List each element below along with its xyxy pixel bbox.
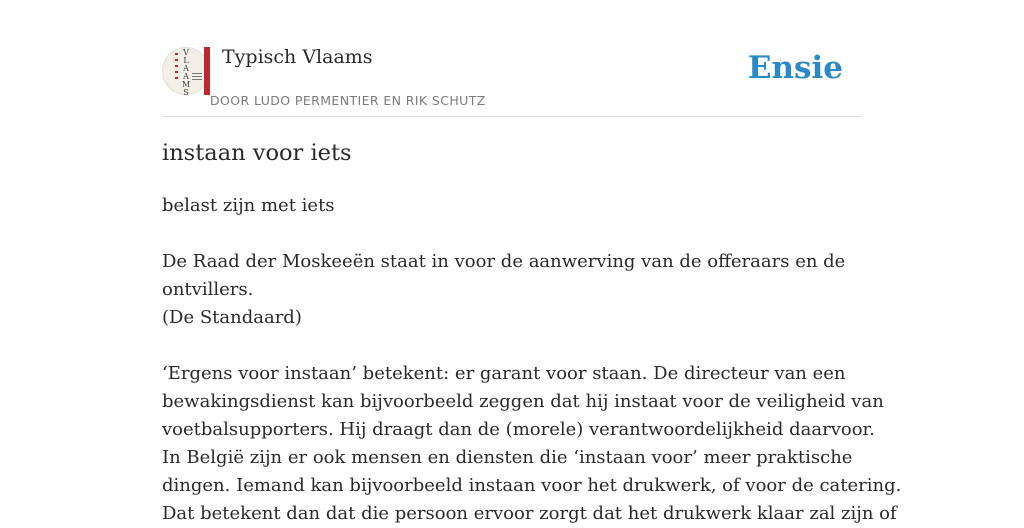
example-source: (De Standaard) xyxy=(162,307,302,328)
explanation-line: Dat betekent dan dat die persoon ervoor zorgt dat het drukwerk klaar zal zijn of xyxy=(162,503,897,524)
definition-text: belast zijn met iets xyxy=(162,195,335,216)
entry-body xyxy=(162,192,902,528)
paragraph-gap xyxy=(162,332,862,360)
logo-red-edge xyxy=(204,47,210,95)
explanation-line: voetbalsupporters. Hij draagt dan de (morele) verantwoordelijkheid daarvoor. xyxy=(162,419,875,440)
entry-title: instaan voor iets xyxy=(162,140,352,166)
explanation-line: In België zijn er ook mensen en diensten die ‘instaan voor’ meer praktische xyxy=(162,447,853,468)
logo-red-marks xyxy=(175,53,178,83)
book-cover-logo-icon[interactable] xyxy=(162,47,210,95)
byline: DOOR LUDO PERMENTIER EN RIK SCHUTZ xyxy=(210,93,486,108)
site-title[interactable]: Typisch Vlaams xyxy=(222,46,373,68)
site-header xyxy=(162,44,862,117)
example-line: De Raad der Moskeeën staat in voor de aanwerving van de offeraars en de xyxy=(162,251,846,272)
ensie-brand-link[interactable]: Ensie xyxy=(747,50,843,86)
explanation-line: dingen. Iemand kan bijvoorbeeld instaan voor het drukwerk, of voor de catering. xyxy=(162,475,902,496)
paragraph-gap xyxy=(162,220,862,248)
explanation-line: ‘Ergens voor instaan’ betekent: er garant voor staan. De directeur van een xyxy=(162,363,846,384)
logo-text-lines xyxy=(192,73,202,81)
explanation-line: bewakingsdienst kan bijvoorbeeld zeggen dat hij instaat voor de veiligheid van xyxy=(162,391,884,412)
logo-lettering: V L A A M S xyxy=(182,48,191,97)
example-line: ontvillers. xyxy=(162,279,254,300)
